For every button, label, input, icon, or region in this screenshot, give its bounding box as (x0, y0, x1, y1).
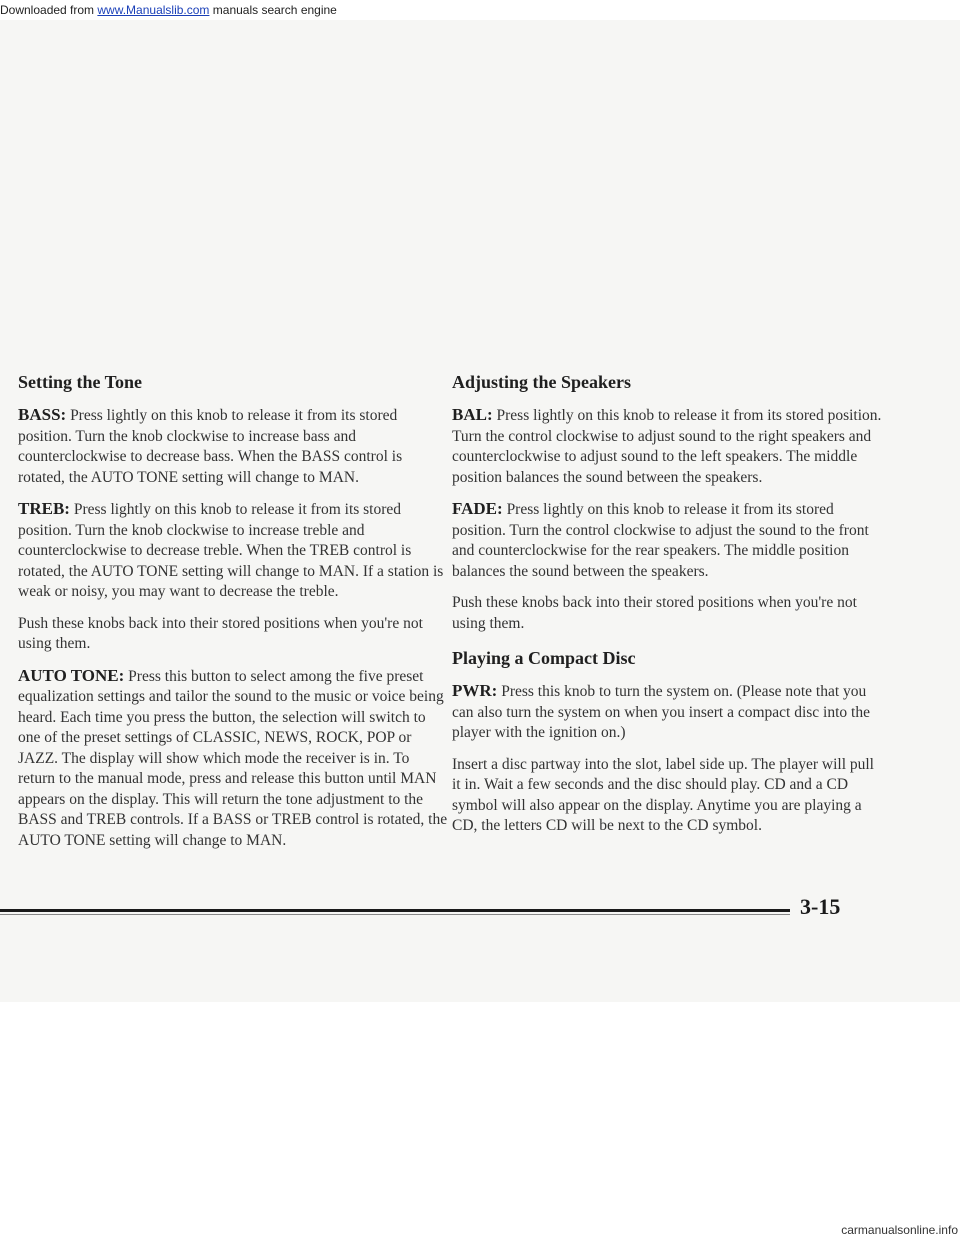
auto-tone-paragraph (18, 666, 448, 852)
watermark-text: carmanualsonline.info (841, 1223, 958, 1237)
download-source-banner (0, 0, 960, 20)
push-knobs-paragraph-right: Push these knobs back into their stored positions when you're not using them. (452, 594, 857, 632)
bal-paragraph (452, 405, 882, 488)
push-knobs-paragraph: Push these knobs back into their stored positions when you're not using them. (18, 614, 423, 652)
pwr-term: PWR: (452, 681, 498, 700)
auto-tone-description: Press this button to select among the five preset equalization settings and tailor the sound to the music or voice being heard. Each time you press the button, the selection will switch to one of the preset settings of CLASSIC, NEWS, ROCK, POP or JAZZ. The display will show which mode the receiver is in. To return to the manual mode, press and release this button until MAN appears on the display. This will return the tone adjustment to the BASS and TREB controls. If a BASS or TREB control is rotated, the AUTO TONE setting will change to MAN. (18, 667, 448, 849)
insert-disc-paragraph: Insert a disc partway into the slot, label side up. The player will pull it in. Wait a few seconds and the disc should play. CD and a CD symbol will also appear on the display. Anytime you are playing a CD, the letters CD will be next to the CD symbol. (452, 755, 874, 834)
section-title-setting-tone: Setting the Tone (18, 372, 143, 392)
bass-term: BASS: (18, 405, 67, 424)
footer-rule (0, 909, 790, 915)
right-column (452, 372, 882, 848)
bal-description: Press lightly on this knob to release it from its stored position. Turn the control clockwise to adjust sound to the right speakers and counterclockwise to adjust sound to the left speakers. The middle position balances the sound between the speakers. (452, 407, 882, 486)
footer-rule-thick (0, 909, 790, 912)
pwr-paragraph (452, 681, 882, 744)
left-column (18, 372, 448, 862)
pwr-description: Press this knob to turn the system on. (Please note that you can also turn the system on when you insert a compact disc into the player with the ignition on.) (452, 683, 870, 741)
treb-description: Press lightly on this knob to release it from its stored position. Turn the knob clockwise to increase treble and counterclockwise to decrease treble. When the TREB control is rotated, the AUTO TONE setting will change to MAN. If a station is weak or noisy, you may want to decrease the treble. (18, 501, 444, 600)
banner-prefix: Downloaded from (0, 3, 98, 17)
bass-paragraph (18, 405, 448, 488)
manual-page (0, 20, 960, 1002)
fade-paragraph (452, 499, 882, 582)
treb-term: TREB: (18, 499, 70, 518)
footer-rule-thin (0, 914, 790, 915)
auto-tone-term: AUTO TONE: (18, 665, 125, 685)
treb-paragraph (18, 499, 448, 603)
bass-description: Press lightly on this knob to release it from its stored position. Turn the knob clockwise to increase bass and counterclockwise to decrease bass. When the BASS control is rotated, the AUTO TONE setting will change to MAN. (18, 407, 403, 486)
footer-watermark-banner (0, 1218, 960, 1242)
fade-description: Press lightly on this knob to release it from its stored position. Turn the control clockwise to adjust the sound to the front and counterclockwise for the rear speakers. The middle position balances the sound between the speakers. (452, 501, 869, 580)
bal-term: BAL: (452, 405, 493, 424)
section-title-adjusting-speakers: Adjusting the Speakers (452, 372, 632, 392)
page-number: 3-15 (800, 894, 841, 919)
fade-term: FADE: (452, 499, 503, 518)
banner-suffix: manuals search engine (209, 3, 337, 17)
section-title-playing-cd: Playing a Compact Disc (452, 648, 636, 668)
manualslib-link[interactable]: www.Manualslib.com (97, 3, 210, 17)
